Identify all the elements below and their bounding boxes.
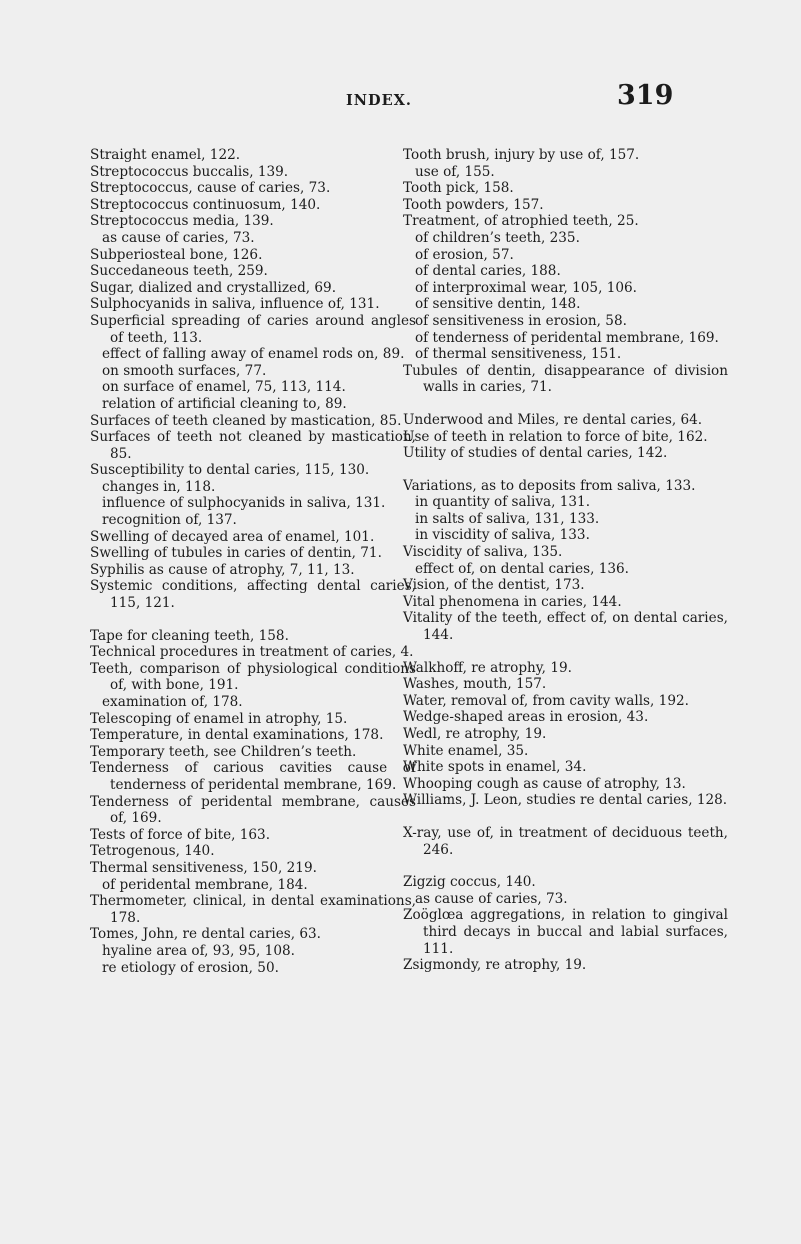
index-subentry: of erosion, 57. [415, 246, 514, 263]
index-entry: Technical procedures in treatment of caries, 4. [90, 644, 414, 661]
index-subentry: on smooth surfaces, 77. [102, 362, 267, 379]
index-entry: Zoöglœa aggregations, in relation to gingival third decays in buccal and labial surfaces, 111. [403, 907, 728, 957]
index-entry: Tetrogenous, 140. [90, 843, 215, 860]
index-entry: Temporary teeth, see Children’s teeth. [90, 743, 357, 760]
index-entry: Subperiosteal bone, 126. [90, 246, 263, 263]
index-entry: Utility of studies of dental caries, 142. [403, 445, 668, 462]
index-entry: Vitality of the teeth, effect of, on dental caries, 144. [403, 610, 728, 644]
index-column-right [403, 147, 728, 974]
index-entry: Streptococcus, cause of caries, 73. [90, 180, 331, 197]
index-subentry: re etiology of erosion, 50. [102, 959, 279, 976]
index-entry: Variations, as to deposits from saliva, 133. [403, 477, 696, 494]
index-subentry: effect of, on dental caries, 136. [415, 560, 630, 577]
page-header [0, 80, 801, 126]
index-subentry: changes in, 118. [102, 478, 216, 495]
index-entry: Wedl, re atrophy, 19. [403, 726, 547, 742]
index-entry: White enamel, 35. [403, 742, 529, 759]
index-subentry: hyaline area of, 93, 95, 108. [102, 942, 295, 959]
index-subentry: examination of, 178. [102, 694, 243, 710]
index-entry: Treatment, of atrophied teeth, 25. [403, 213, 639, 230]
index-entry: Temperature, in dental examinations, 178. [90, 727, 384, 744]
index-entry: Washes, mouth, 157. [403, 676, 547, 693]
index-entry: Streptococcus continuosum, 140. [90, 196, 321, 213]
index-entry: Tubules of dentin, disappearance of division walls in caries, 71. [403, 362, 728, 396]
index-entry: Tooth brush, injury by use of, 157. [403, 147, 640, 163]
index-entry: Succedaneous teeth, 259. [90, 263, 268, 280]
index-entry: Water, removal of, from cavity walls, 192. [403, 692, 689, 709]
index-subentry: effect of falling away of enamel rods on, 89. [102, 346, 405, 363]
index-entry: Tomes, John, re dental caries, 63. [90, 926, 321, 943]
index-entry: Swelling of tubules in caries of dentin, 71. [90, 545, 382, 562]
index-subentry: as cause of caries, 73. [415, 890, 568, 907]
index-entry: Surfaces of teeth not cleaned by mastication, 85. [90, 429, 416, 462]
index-entry: X-ray, use of, in treatment of deciduous teeth, 246. [403, 824, 728, 858]
index-subentry: of interproximal wear, 105, 106. [415, 279, 637, 296]
index-entry: Tenderness of peridental membrane, causes of, 169. [90, 793, 416, 827]
index-entry: Williams, J. Leon, studies re dental caries, 128. [403, 792, 728, 809]
index-entry: Thermometer, clinical, in dental examinations, 178. [90, 893, 416, 926]
index-subentry: in salts of saliva, 131, 133. [415, 510, 600, 527]
index-entry: Telescoping of enamel in atrophy, 15. [90, 710, 348, 727]
index-subentry: of sensitiveness in erosion, 58. [415, 312, 627, 329]
running-head: INDEX. [346, 92, 412, 109]
index-entry: Susceptibility to dental caries, 115, 130. [90, 462, 370, 479]
index-subentry: recognition of, 137. [102, 512, 237, 529]
index-subentry: as cause of caries, 73. [102, 229, 255, 246]
index-entry: Vital phenomena in caries, 144. [403, 593, 622, 610]
index-subentry: in viscidity of saliva, 133. [415, 527, 590, 544]
index-entry: Underwood and Miles, re dental caries, 64. [403, 411, 703, 428]
index-entry: White spots in enamel, 34. [403, 759, 587, 776]
index-entry: Swelling of decayed area of enamel, 101. [90, 528, 375, 545]
index-subentry: use of, 155. [415, 163, 495, 180]
index-entry: Systemic conditions, affecting dental caries, 115, 121. [90, 578, 416, 612]
index-entry: Tests of force of bite, 163. [90, 826, 271, 843]
index-entry: Straight enamel, 122. [90, 147, 241, 163]
index-subentry: relation of artificial cleaning to, 89. [102, 395, 347, 412]
index-entry: Thermal sensitiveness, 150, 219. [90, 859, 317, 876]
index-subentry: of tenderness of peridental membrane, 169. [415, 329, 719, 346]
index-entry: Zsigmondy, re atrophy, 19. [403, 957, 587, 974]
index-entry: Streptococcus buccalis, 139. [90, 163, 289, 180]
index-subentry: of dental caries, 188. [415, 263, 561, 280]
index-subentry: in quantity of saliva, 131. [415, 494, 591, 511]
index-subentry: influence of sulphocyanids in saliva, 131. [102, 495, 386, 512]
index-entry: Whooping cough as cause of atrophy, 13. [403, 775, 686, 792]
index-subentry: on surface of enamel, 75, 113, 114. [102, 379, 346, 396]
index-subentry: of children’s teeth, 235. [415, 229, 580, 246]
index-entry: Walkhoff, re atrophy, 19. [403, 659, 572, 676]
index-entry: Streptococcus media, 139. [90, 213, 274, 230]
index-entry: Tooth powders, 157. [403, 196, 544, 213]
index-entry: Wedge-shaped areas in erosion, 43. [403, 709, 649, 726]
index-entry: Viscidity of saliva, 135. [403, 544, 563, 561]
index-entry: Tenderness of carious cavities cause of tenderness of peridental membrane, 169. [90, 760, 416, 793]
index-entry: Sugar, dialized and crystallized, 69. [90, 279, 337, 296]
index-entry: Sulphocyanids in saliva, influence of, 131. [90, 296, 380, 313]
page-number: 319 [617, 80, 674, 111]
index-entry: Tooth pick, 158. [403, 180, 514, 197]
index-subentry: of thermal sensitiveness, 151. [415, 346, 622, 363]
index-entry: Vision, of the dentist, 173. [403, 577, 585, 594]
index-entry: Use of teeth in relation to force of bite, 162. [403, 428, 708, 445]
index-entry: Superficial spreading of caries around angles of teeth, 113. [90, 312, 416, 346]
index-entry: Tape for cleaning teeth, 158. [90, 627, 289, 644]
index-subentry: of peridental membrane, 184. [102, 876, 308, 893]
index-column-left [90, 147, 416, 976]
index-entry: Teeth, comparison of physiological conditions of, with bone, 191. [90, 660, 416, 694]
index-entry: Syphilis as cause of atrophy, 7, 11, 13. [90, 561, 355, 578]
index-entry: Zigzig coccus, 140. [403, 874, 536, 891]
index-entry: Surfaces of teeth cleaned by mastication, 85. [90, 412, 402, 429]
index-subentry: of sensitive dentin, 148. [415, 296, 581, 313]
